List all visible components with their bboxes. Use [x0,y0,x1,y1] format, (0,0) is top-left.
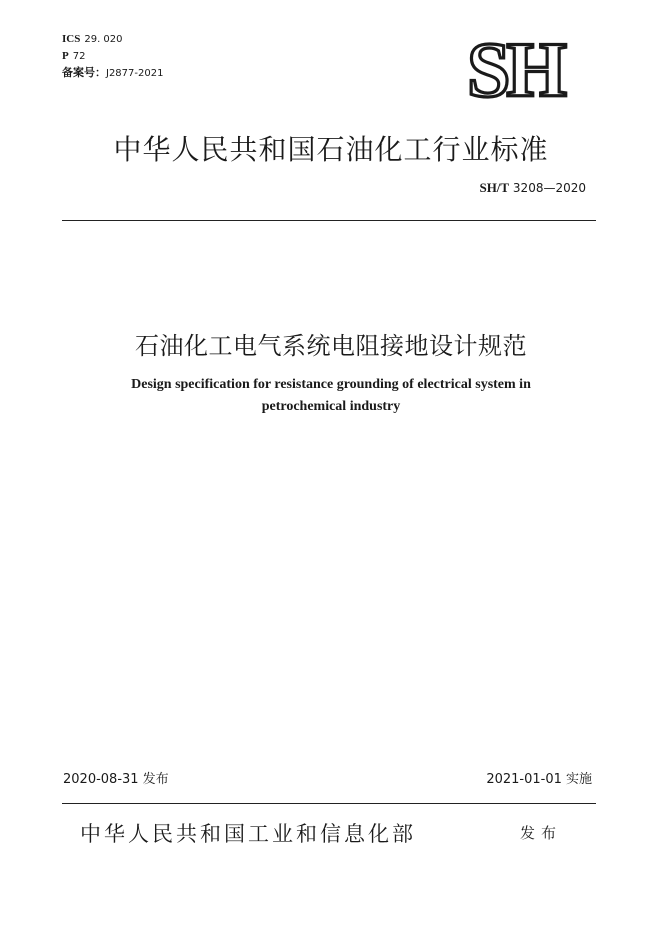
record-line [62,65,163,82]
classification-value: 72 [72,51,86,62]
document-title-english [60,374,602,418]
bottom-divider [62,803,596,804]
english-title-line-2: petrochemical industry [261,399,401,414]
record-value: J2877-2021 [106,68,164,79]
sh-logo [448,34,582,106]
sh-logo-text: SH [466,34,564,106]
english-title-line-1: Design specification for resistance grounding of electrical system in [131,377,531,392]
classification-line [62,48,163,65]
record-label: 备案号： [62,67,106,79]
ics-label: ICS [62,33,81,45]
metadata-block [62,31,163,82]
classification-label: P [62,50,69,62]
top-divider [62,220,596,221]
issue-action: 发布 [520,824,563,842]
standard-category-title: 中华人民共和国石油化工行业标准 [113,133,549,166]
standard-number-value: 3208—2020 [512,181,586,195]
standard-number [479,180,586,196]
ics-line [62,31,163,48]
issue-date: 2020-08-31 发布 [63,772,169,787]
ics-value: 29. 020 [84,34,123,45]
standard-code: SH/T [479,180,510,195]
document-title-chinese: 石油化工电气系统电阻接地设计规范 [135,332,527,360]
implementation-date: 2021-01-01 实施 [486,772,592,787]
issuing-authority: 中华人民共和国工业和信息化部 [80,822,416,846]
